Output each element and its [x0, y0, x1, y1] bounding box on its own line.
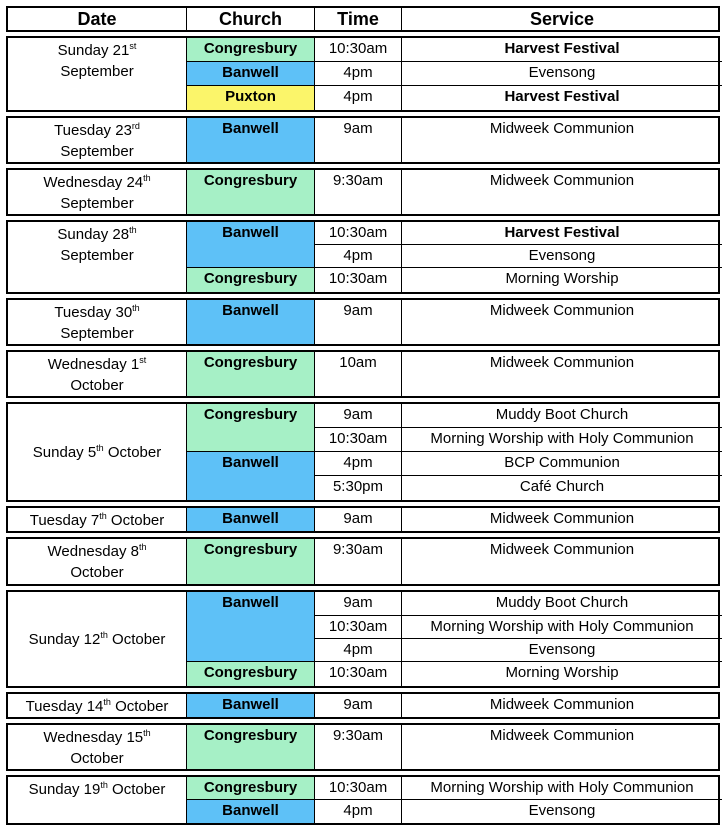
time-cell: 4pm — [315, 245, 402, 268]
date-suffix: th — [143, 173, 151, 183]
church-cell: Banwell — [187, 592, 315, 662]
date-day: Tuesday 14 — [25, 698, 104, 715]
time-cell: 4pm — [315, 800, 402, 823]
service-cell: Evensong — [528, 802, 596, 819]
date-suffix: st — [139, 355, 147, 365]
service-cell: Harvest Festival — [402, 38, 722, 62]
header-church: Church — [187, 8, 315, 30]
date-cell — [8, 404, 187, 500]
church-cell: Banwell — [187, 694, 315, 717]
date-suffix: th — [143, 728, 151, 738]
date-day: Tuesday 7 — [29, 512, 100, 529]
church-cell: Banwell — [187, 222, 315, 268]
date-month: October — [70, 564, 124, 581]
time-cell: 9am — [315, 508, 402, 531]
date-cell — [8, 222, 187, 292]
church-cell: Congresbury — [187, 170, 315, 214]
church-cell: Congresbury — [187, 404, 315, 452]
date-cell — [8, 38, 187, 110]
service-cell: Midweek Communion — [489, 172, 635, 189]
date-cell — [8, 170, 187, 214]
date-group — [6, 298, 720, 346]
time-cell: 9:30am — [315, 725, 402, 769]
date-day: Wednesday 24 — [43, 174, 144, 191]
time-cell: 5:30pm — [315, 476, 402, 500]
date-cell — [8, 300, 187, 344]
church-cell: Congresbury — [187, 539, 315, 584]
date-suffix: th — [96, 442, 104, 453]
date-month: September — [60, 325, 134, 342]
date-month: September — [60, 195, 134, 212]
service-cell: BCP Communion — [402, 452, 722, 476]
date-suffix: th — [99, 511, 107, 521]
date-day: Tuesday 23 — [54, 122, 132, 139]
service-cell: Morning Worship with Holy Communion — [402, 428, 722, 452]
date-group — [6, 36, 720, 112]
date-suffix: th — [138, 542, 147, 552]
service-cell: Evensong — [402, 245, 722, 268]
church-cell: Congresbury — [187, 352, 315, 396]
service-cell: Midweek Communion — [489, 354, 635, 371]
date-day: Wednesday 15 — [43, 729, 144, 746]
time-cell: 4pm — [315, 639, 402, 662]
service-cell: Morning Worship — [505, 664, 619, 681]
time-cell: 10:30am — [315, 428, 402, 452]
date-group — [6, 590, 720, 688]
time-cell: 10:30am — [315, 222, 402, 245]
time-cell: 4pm — [315, 62, 402, 86]
time-cell: 9am — [315, 404, 402, 428]
date-month: October — [110, 698, 169, 715]
date-suffix: rd — [131, 121, 140, 131]
time-cell: 10:30am — [315, 777, 402, 800]
date-cell — [8, 777, 187, 823]
service-cell: Muddy Boot Church — [402, 404, 722, 428]
date-suffix: th — [132, 303, 140, 313]
date-cell — [8, 118, 187, 162]
date-group — [6, 168, 720, 216]
time-cell: 10:30am — [315, 616, 402, 639]
church-cell: Congresbury — [187, 38, 315, 62]
date-month: October — [70, 377, 124, 394]
service-cell: Midweek Communion — [489, 302, 635, 319]
service-cell: Midweek Communion — [489, 727, 635, 744]
time-cell: 9am — [315, 592, 402, 616]
time-cell: 10:30am — [315, 38, 402, 62]
time-cell: 10:30am — [315, 268, 402, 292]
date-month: October — [70, 750, 124, 767]
time-cell: 9:30am — [315, 539, 402, 584]
time-cell: 10:30am — [315, 662, 402, 686]
service-cell: Café Church — [519, 478, 605, 495]
table-body — [6, 36, 720, 825]
service-cell: Midweek Communion — [489, 696, 635, 713]
service-cell: Morning Worship with Holy Communion — [402, 777, 722, 800]
date-group — [6, 537, 720, 586]
date-month: October — [107, 630, 166, 648]
services-table — [6, 6, 720, 825]
date-month: October — [107, 781, 166, 798]
church-cell: Banwell — [187, 118, 315, 162]
church-cell: Puxton — [187, 86, 315, 110]
date-month: September — [60, 63, 134, 80]
date-group — [6, 350, 720, 398]
service-cell: Muddy Boot Church — [402, 592, 722, 616]
date-group — [6, 220, 720, 294]
date-day: Sunday 5 — [32, 443, 97, 461]
service-cell: Evensong — [402, 639, 722, 662]
date-day: Wednesday 1 — [47, 356, 140, 373]
service-cell: Morning Worship with Holy Communion — [402, 616, 722, 639]
church-cell: Congresbury — [187, 777, 315, 800]
date-group — [6, 506, 720, 533]
date-day: Sunday 28 — [57, 226, 130, 243]
service-cell: Midweek Communion — [489, 541, 635, 558]
date-cell — [8, 725, 187, 769]
date-day: Tuesday 30 — [54, 304, 133, 321]
date-group — [6, 692, 720, 719]
date-day: Wednesday 8 — [47, 543, 139, 560]
date-cell — [8, 352, 187, 396]
date-group — [6, 402, 720, 502]
date-cell — [8, 592, 187, 686]
time-cell: 9am — [315, 118, 402, 162]
date-day: Sunday 21 — [57, 42, 130, 59]
date-day: Sunday 12 — [28, 630, 101, 648]
date-suffix: th — [103, 697, 111, 707]
header-service: Service — [529, 8, 595, 29]
time-cell: 9:30am — [315, 170, 402, 214]
time-cell: 9am — [315, 694, 402, 717]
church-cell: Banwell — [187, 508, 315, 531]
header-date: Date — [8, 8, 187, 30]
date-suffix: st — [129, 41, 137, 51]
church-cell: Banwell — [187, 300, 315, 344]
date-group — [6, 723, 720, 771]
church-cell: Banwell — [187, 452, 315, 500]
table-header — [6, 6, 720, 32]
service-cell: Morning Worship — [505, 270, 619, 287]
date-day: Sunday 19 — [28, 781, 101, 798]
date-month: October — [106, 512, 165, 529]
service-cell: Harvest Festival — [504, 88, 620, 105]
date-month: October — [103, 443, 162, 461]
date-group — [6, 775, 720, 825]
date-month: September — [60, 247, 134, 264]
date-suffix: th — [100, 780, 108, 790]
church-cell: Congresbury — [187, 662, 315, 686]
date-month: September — [60, 143, 134, 160]
service-cell: Midweek Communion — [489, 120, 635, 137]
date-group — [6, 116, 720, 164]
time-cell: 4pm — [315, 86, 402, 110]
church-cell: Banwell — [187, 800, 315, 823]
date-cell — [8, 539, 187, 584]
date-suffix: th — [129, 225, 137, 235]
date-suffix: th — [100, 629, 108, 640]
service-cell: Harvest Festival — [402, 222, 722, 245]
time-cell: 4pm — [315, 452, 402, 476]
church-cell: Congresbury — [187, 268, 315, 292]
date-cell — [8, 508, 187, 531]
church-cell: Banwell — [187, 62, 315, 86]
service-cell: Midweek Communion — [489, 510, 635, 527]
date-cell — [8, 694, 187, 717]
service-cell: Evensong — [402, 62, 722, 86]
time-cell: 10am — [315, 352, 402, 396]
header-time: Time — [315, 8, 402, 30]
time-cell: 9am — [315, 300, 402, 344]
church-cell: Congresbury — [187, 725, 315, 769]
